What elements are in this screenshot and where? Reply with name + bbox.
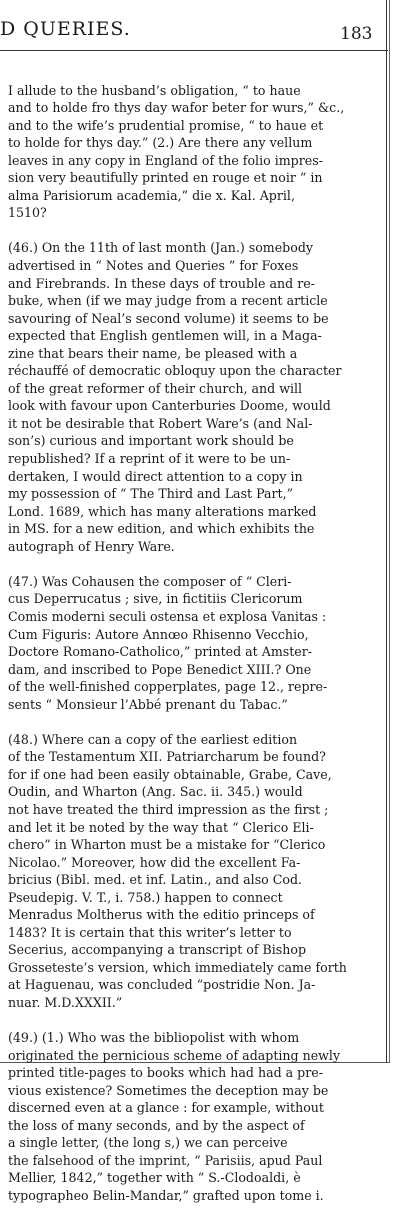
page-number: 183 [340, 24, 373, 44]
header-rule [0, 50, 388, 51]
paragraph-query-48: (48.) Where can a copy of the earliest edition of the Testamentum XII. Patriarcharum be found? for if one had been easily obtainable, Grabe, Cave, Oudin, and Wharton (Ang. Sac. ii. 345.) would not have treated the third impression as the first ; and let it be noted by the way that “ Clerico Eli- chero” in Wharton must be a mistake for “Clerico Nicolao.” Moreover, how did the excellent Fa- bricius (Bibl. med. et inf. Latin., and also Cod. Pseudepig. V. T., i. 758.) happen to connect Menradus Moltherus with the editio princeps of 1483? It is certain that this writer’s letter to Secerius, accompanying a transcript of Bishop Grosseteste’s version, which immediately came forth at Haguenau, was concluded “postridie Non. Ja- nuar. M.D.XXXII.” [8, 731, 347, 1010]
column-rule-outer [389, 0, 390, 1062]
paragraph-query-47: (47.) Was Cohausen the composer of “ Cleri- cus Deperrucatus ; sive, in fictitiis Clericorum Comis moderni seculi ostensa et explosa Vanitas : Cum Figuris: Autore Annœo Rhisenno Vecchio, Doctore Romano-Catholico,” printed at Amster- dam, and inscribed to Pope Benedict XIII.? One of the well-finished copperplates, page 12., repre- sents “ Monsieur l’Abbé prenant du Tabac.” [8, 573, 328, 712]
running-title: D QUERIES. [0, 18, 131, 40]
paragraph-opening: I allude to the husband’s obligation, “ to haue and to holde fro thys day wafor beter for wurs,” &c., and to the wife’s prudential promise, “ to haue et to holde for thys day.” (2.) Are there any vellum leaves in any copy in England of the folio impres- sion very beautifully printed en rouge et noir “ in alma Parisiorum academia,” die x. Kal. April, 1510? [8, 82, 345, 221]
running-header [0, 0, 407, 48]
paragraph-query-49: (49.) (1.) Who was the bibliopolist with whom originated the pernicious scheme of adapting newly printed title-pages to books which had had a pre- vious existence? Sometimes the deception may be discerned even at a glance : for example, without the loss of many seconds, and by the aspect of a single letter, (the long s,) we can perceive the falsehood of the imprint, “ Parisiis, apud Paul Mellier, 1842,” together with “ S.-Clodoaldi, è typographeo Belin-Mandar,” grafted upon tome i. [8, 1030, 341, 1203]
paragraph-query-46: (46.) On the 11th of last month (Jan.) somebody advertised in “ Notes and Queries ” for Foxes and Firebrands. In these days of trouble and re- buke, when (if we may judge from a recent article savouring of Neal’s second volume) it seems to be expected that English gentlemen will, in a Maga- zine that bears their name, be pleased with a réchauffé of democratic obloquy upon the character of the great reformer of their church, and will look with favour upon Canterburies Doome, would it not be desirable that Robert Ware’s (and Nal- son’s) curious and important work should be republished? If a reprint of it were to be un- dertaken, I would direct attention to a copy in my possession of “ The Third and Last Part,” Lond. 1689, which has many alterations marked in MS. for a new edition, and which exhibits the autograph of Henry Ware. [8, 240, 342, 554]
column-rule-inner [386, 0, 387, 1062]
article-column [8, 64, 378, 1222]
